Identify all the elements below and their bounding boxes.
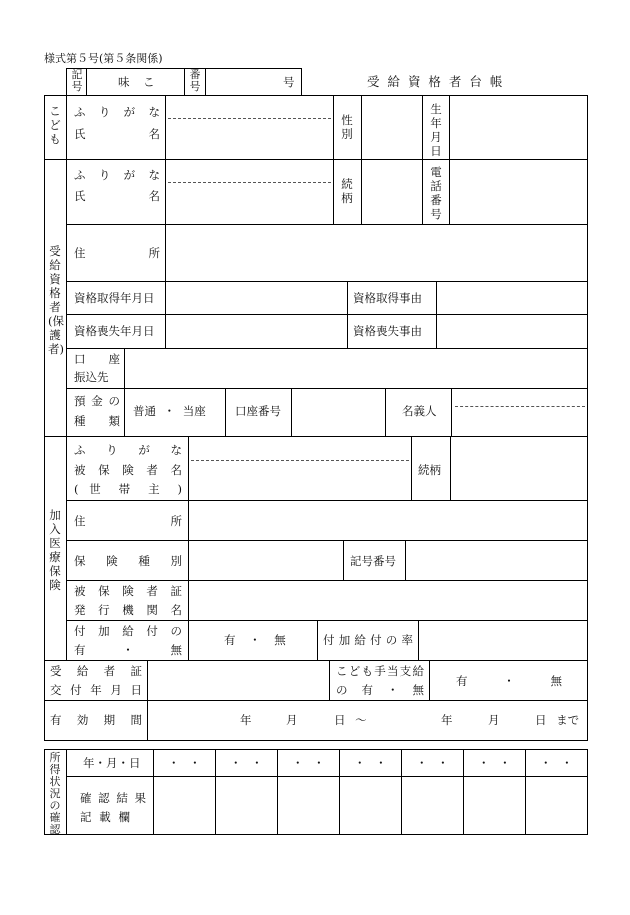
income-date-cell: ・ ・ — [478, 756, 511, 770]
extra-benefit-rate-label: 付加給付の率 — [323, 633, 413, 647]
loss-reason-label: 資格喪失事由 — [353, 324, 422, 338]
validity-to-day: 日 まで — [535, 713, 580, 727]
insured-name-label: 被 保 険 者 名 — [74, 463, 182, 477]
income-date-cell: ・ ・ — [292, 756, 325, 770]
cert-issue-label-1: 受 給 者 証 — [50, 664, 142, 678]
validity-to-year: 年 — [441, 713, 453, 727]
insurance-type-label: 保 険 種 別 — [74, 554, 182, 568]
bango-label: 番号 — [189, 68, 201, 93]
income-date-cell: ・ ・ — [354, 756, 387, 770]
extra-benefit-options: 有 ・ 無 — [224, 633, 286, 647]
kigo-label: 記号 — [71, 68, 83, 93]
validity-from-month: 月 — [286, 713, 298, 727]
deposit-label-2: 種 類 — [74, 414, 120, 428]
jukyu-address-label: 住 所 — [74, 246, 160, 260]
cert-issue-label-2: 交 付 年 月 日 — [50, 683, 142, 697]
household-head-label: ( 世 帯 主 ) — [74, 482, 182, 496]
jukyu-relation-label: 続柄 — [341, 177, 353, 205]
symbol-number-label: 記号番号 — [350, 554, 396, 568]
allowance-label-1: こども手当支給 — [336, 664, 424, 678]
kodomo-name-label: 氏 名 — [74, 127, 160, 141]
kanyu-address-label: 住 所 — [74, 514, 182, 528]
income-date-cell: ・ ・ — [540, 756, 573, 770]
jukyu-name-label: 氏 名 — [74, 189, 160, 203]
account-holder-label: 名義人 — [402, 404, 437, 418]
validity-from-year: 年 — [240, 713, 252, 727]
allowance-options: 有 ・ 無 — [456, 674, 562, 688]
validity-label: 有 効 期 間 — [50, 713, 142, 727]
income-date-label: 年・月・日 — [83, 756, 141, 770]
validity-from-day: 日 〜 — [334, 713, 367, 727]
income-date-cell: ・ ・ — [416, 756, 449, 770]
bango-suffix: 号 — [283, 75, 295, 89]
income-section-label: 所得状況の確認 — [49, 751, 61, 836]
account-label-1: 口 座 — [74, 352, 120, 366]
kodomo-sex-label: 性別 — [341, 113, 353, 141]
kodomo-furigana-label: ふ り が な — [74, 105, 160, 119]
account-number-label: 口座番号 — [235, 404, 281, 418]
income-date-cell: ・ ・ — [230, 756, 263, 770]
account-label-2: 振込先 — [74, 370, 109, 384]
kodomo-section-label: こども — [49, 104, 61, 146]
extra-benefit-label-1: 付 加 給 付 の — [74, 624, 182, 638]
result-label-2: 記 載 欄 — [80, 810, 130, 824]
acq-reason-label: 資格取得事由 — [353, 291, 422, 305]
form-number: 様式第５号(第５条関係) — [44, 52, 163, 65]
page-title: 受 給 資 格 者 台 帳 — [367, 74, 505, 89]
deposit-type-options: 普通 ・ 当座 — [133, 404, 206, 418]
kanyu-relation-label: 続柄 — [418, 463, 441, 477]
extra-benefit-label-2: 有 ・ 無 — [74, 643, 182, 657]
jukyu-section-label: 受給資格者(保護者) — [48, 244, 64, 356]
result-label-1: 確 認 結 果 — [80, 791, 146, 805]
kodomo-birth-label: 生年月日 — [430, 102, 442, 158]
kanyu-furigana-label: ふ り が な — [74, 443, 182, 457]
jukyu-phone-label: 電話番号 — [430, 165, 442, 221]
validity-to-month: 月 — [488, 713, 500, 727]
kanyu-section-label: 加入医療保険 — [49, 508, 61, 592]
allowance-label-2: の 有 ・ 無 — [336, 683, 424, 697]
jukyu-furigana-label: ふ り が な — [74, 168, 160, 182]
loss-date-label: 資格喪失年月日 — [74, 324, 155, 338]
kigo-value: 味 こ — [118, 75, 155, 89]
acq-date-label: 資格取得年月日 — [74, 291, 155, 305]
issuer-label-2: 発 行 機 関 名 — [74, 603, 182, 617]
income-date-cell: ・ ・ — [168, 756, 201, 770]
issuer-label-1: 被 保 険 者 証 — [74, 584, 182, 598]
deposit-label-1: 預 金 の — [74, 394, 120, 408]
